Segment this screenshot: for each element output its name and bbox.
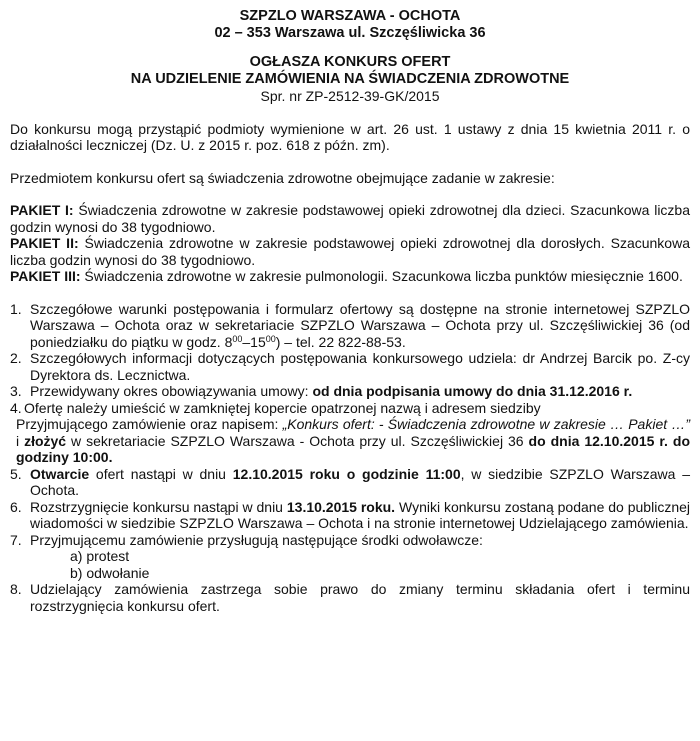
- package-text: Świadczenia zdrowotne w zakresie pulmonologii. Szacunkowa liczba punktów miesięcznie 1600.: [80, 268, 683, 284]
- package-label: PAKIET II:: [10, 235, 79, 251]
- item-number: 6.: [10, 498, 22, 515]
- item-number: 2.: [10, 350, 22, 366]
- announcement-title: [10, 54, 690, 105]
- package-text: Świadczenia zdrowotne w zakresie podstawowej opieki zdrowotnej dla dzieci. Szacunkowa liczba godzin wynosi do 38 tygodniowo.: [10, 202, 690, 235]
- conditions-list: [10, 301, 690, 615]
- list-item-8: 8. Udzielający zamówienia zastrzega sobie prawo do zmiany terminu składania ofert i terminu rozstrzygnięcia konkursu ofert.: [10, 581, 690, 614]
- org-name: SZPZLO WARSZAWA - OCHOTA: [239, 8, 461, 24]
- package-text: Świadczenia zdrowotne w zakresie podstawowej opieki zdrowotnej dla dorosłych. Szacunkowa liczba godzin wynosi do 38 tygodniowo.: [10, 235, 690, 268]
- header: [10, 8, 690, 42]
- package-2: [10, 235, 690, 268]
- package-label: PAKIET I:: [10, 202, 74, 218]
- list-item-4: 4. Ofertę należy umieścić w zamkniętej kopercie opatrzonej nazwą i adresem siedziby: [10, 399, 541, 416]
- package-1: [10, 202, 690, 235]
- list-item-5: 5. Otwarcie ofert nastąpi w dniu 12.10.2015 roku o godzinie 11:00, w siedzibie SZPZLO Warszawa – Ochota.: [10, 465, 691, 498]
- list-item-4-continued: Przyjmującego zamówienie oraz napisem: „Konkurs ofert: - Świadczenia zdrowotne w zakresie … Pakiet …” i złożyć w sekretariacie SZPZLO Warszawa - Ochota przy ul. Szczęśliwickiej 36 do dnia 12.10.2015 r. do godziny 10:00.: [16, 416, 690, 465]
- title-line-1: OGŁASZA KONKURS OFERT: [249, 54, 451, 70]
- package-label: PAKIET III:: [10, 268, 81, 284]
- item-number: 4.: [10, 399, 22, 416]
- packages: [10, 202, 690, 285]
- sub-item-b: b) odwołanie: [70, 564, 150, 581]
- intro-paragraph: Do konkursu mogą przystąpić podmioty wymienione w art. 26 ust. 1 ustawy z dnia 15 kwietnia 2011 r. o działalności leczniczej (Dz. U. z 2015 r. poz. 618 z późn. zm).: [10, 120, 690, 153]
- package-3: [10, 268, 690, 285]
- item-number: 3.: [10, 383, 22, 399]
- list-item-3: 3. Przewidywany okres obowiązywania umowy: od dnia podpisania umowy do dnia 31.12.2016 r.: [10, 383, 633, 399]
- sub-item-a: a) protest: [70, 548, 130, 564]
- org-address: 02 – 353 Warszawa ul. Szczęśliwicka 36: [214, 25, 486, 41]
- list-item-7: 7. Przyjmującemu zamówienie przysługują następujące środki odwoławcze: a) protest b) odwołanie: [10, 532, 690, 582]
- item-number: 8.: [10, 581, 22, 597]
- item-number: 5.: [10, 465, 22, 482]
- item-number: 1.: [10, 300, 22, 317]
- item-number: 7.: [10, 531, 22, 548]
- reference-number: Spr. nr ZP-2512-39-GK/2015: [260, 88, 440, 104]
- list-item-1: 1. Szczegółowe warunki postępowania i formularz ofertowy są dostępne na stronie internetowej SZPZLO Warszawa – Ochota oraz w sekretariacie SZPZLO Warszawa – Ochota przy ul. Szczęśliwickiej 36 (od poniedziałku do piątku w godz. $8^{00}-15^{00}$) – tel. 22 822-88-53.: [10, 300, 690, 350]
- list-item-2: 2. Szczegółowych informacji dotyczących postępowania konkursowego udziela: dr Andrzej Barcik po. Z-cy Dyrektora ds. Lecznictwa.: [10, 350, 690, 383]
- subject-paragraph: Przedmiotem konkursu ofert są świadczenia zdrowotne obejmujące zadanie w zakresie:: [10, 169, 555, 186]
- list-item-6: 6. Rozstrzygnięcie konkursu nastąpi w dniu 13.10.2015 roku. Wyniki konkursu zostaną podane do publicznej wiadomości w siedzibie SZPZLO Warszawa – Ochota i na stronie internetowej Udzielającego zamówienia.: [10, 498, 690, 531]
- title-line-2: NA UDZIELENIE ZAMÓWIENIA NA ŚWIADCZENIA ZDROWOTNE: [130, 71, 570, 87]
